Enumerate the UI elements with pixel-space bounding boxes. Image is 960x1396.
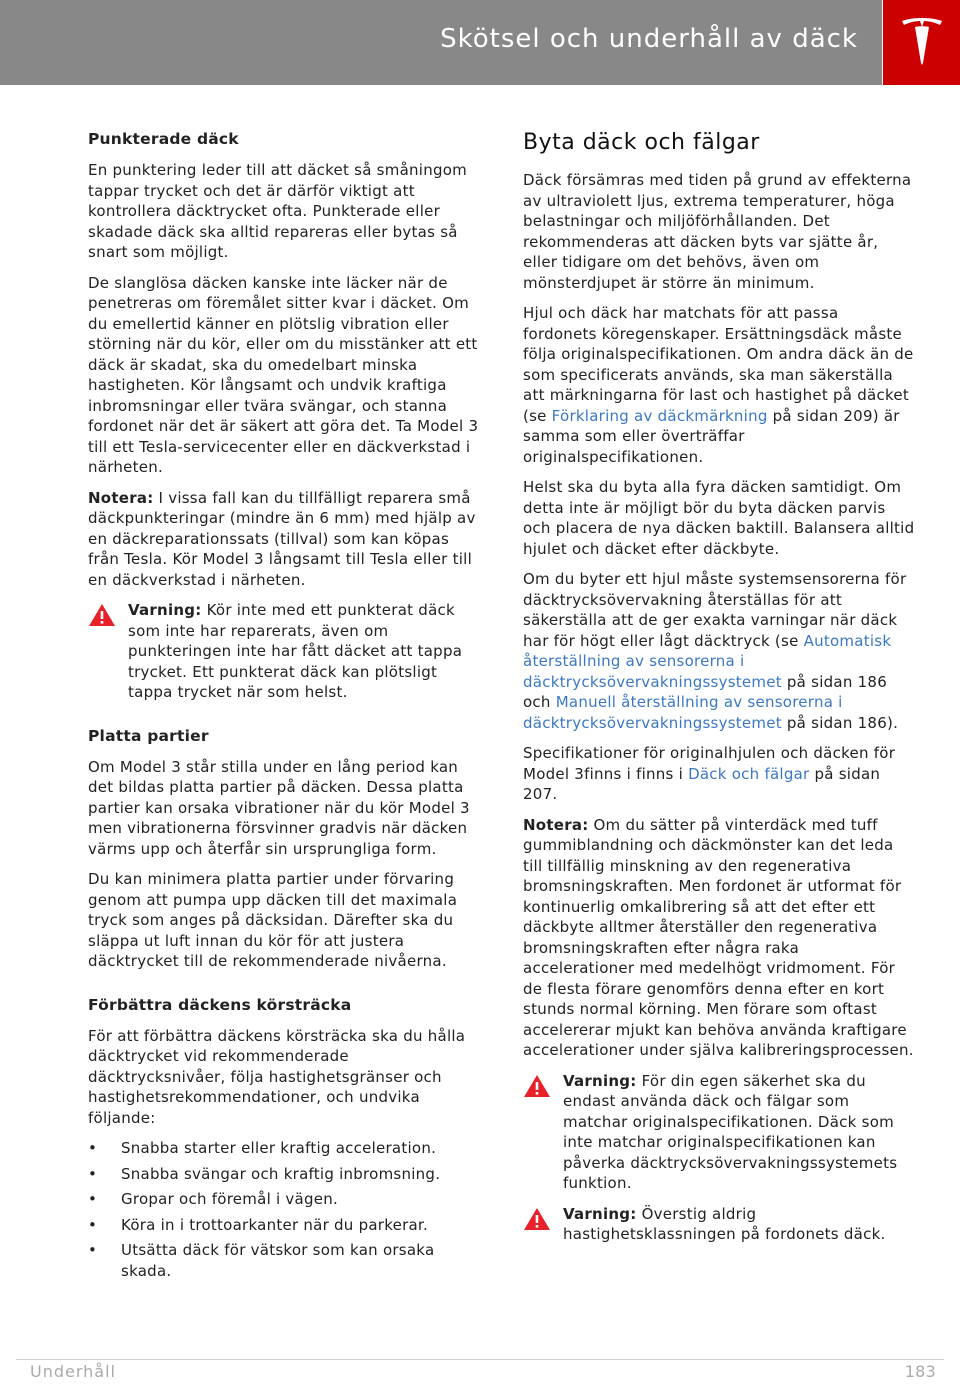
list-item: • Gropar och föremål i vägen. bbox=[88, 1190, 339, 1208]
warning-label: Varning: bbox=[128, 601, 202, 619]
paragraph: Däck försämras med tiden på grund av effekterna av ultraviolett ljus, extrema temperaturer, höga belastningar och miljöförhållanden. Det rekommenderas att däcken byts var sjätte år, eller tidigare om det behövs, även om mönsterdjupet är större än minimum. bbox=[523, 171, 912, 292]
note-label: Notera: bbox=[523, 815, 589, 834]
warning-text: För din egen säkerhet ska du endast använda däck och fälgar som matchar originalspecifikationen. Däck som inte matchar originalspecifikationen kan påverka däcktrycksövervakningssystemets funktion. bbox=[563, 1071, 898, 1192]
warning-text: Kör inte med ett punkterat däck som inte har reparerats, även om punkteringen inte har fått däcket att tappa trycket. Ett punkterat däck kan plötsligt tappa trycket när som helst. bbox=[128, 601, 463, 701]
warning-triangle-icon bbox=[88, 603, 116, 627]
warning-box bbox=[523, 1071, 915, 1194]
list-item: • Köra in i trottoarkanter när du parkerar. bbox=[88, 1215, 428, 1234]
warning-label: Varning: bbox=[563, 1071, 637, 1090]
note-text: Om du sätter på vinterdäck med tuff gummiblandning och däckmönster kan det leda till tillfällig minskning av den regenerativa bromsningskraften. Men fordonet är utformat för kontinuerlig omkalibrering så att det efter ett däckbyte alltmer återställer den regenerativa bromsningskraften efter några raka accelerationer med medelhögt vridmoment. För de flesta förare genomförs denna efter en kort stunds normal körning. Men förare som oftast accelererar mjukt kan behöva använda kraftigare accelerationer under själva kalibreringsprocessen. bbox=[523, 815, 914, 1059]
link-automatisk-aterstallning[interactable]: Automatisk återställning av sensorerna i däcktrycksövervakningssystemet bbox=[523, 631, 892, 691]
list-item: • Snabba starter eller kraftig acceleration. bbox=[88, 1139, 437, 1157]
warning-label: Varning: bbox=[563, 1204, 637, 1223]
paragraph: Du kan minimera platta partier under förvaring genom att pumpa upp däcken till det maximala tryck som anges på däcksidan. Därefter ska du släppa ut luft innan du kör för att justera däcktrycket till de rekommenderade nivåerna. bbox=[88, 870, 458, 970]
brand-logo bbox=[883, 0, 960, 85]
note-text: I vissa fall kan du tillfälligt reparera små däckpunkteringar (mindre än 6 mm) med hjälp av en däckreparationssats (tillval) som kan köpas från Tesla. Kör Model 3 långsamt till Tesla eller till en däckverkstad i närheten. bbox=[88, 488, 476, 589]
warning-triangle-icon bbox=[523, 1207, 551, 1231]
paragraph: Om du byter ett hjul måste systemsensorerna för däcktrycksövervakning återställas för att säkerställa att de ger exakta varningar när däck har för högt eller lågt däcktryck (se Automatisk återställning av sensorerna i däcktrycksövervakningssystemet på sidan 186 och Manuell återställning av sensorerna i däcktrycksövervakningssystemet på sidan 186). bbox=[523, 570, 907, 732]
footer-section: Underhåll bbox=[30, 1362, 116, 1381]
bullet-list bbox=[88, 1138, 483, 1281]
list-item: • Utsätta däck för vätskor som kan orsaka skada. bbox=[88, 1241, 435, 1280]
paragraph: De slanglösa däcken kanske inte läcker när de penetreras om föremålet sitter kvar i däcket. Om du emellertid känner en plötslig vibration eller störning när du kör, eller om du misstänker att ett däck är skadat, ska du omedelbart minska hastigheten. Kör långsamt och undvik kraftiga inbromsningar eller tvära svängar, och stanna fordonet när det är säkert att göra det. Ta Model 3 till ett Tesla-servicecenter eller en däckverkstad i närheten. bbox=[88, 273, 479, 476]
section-heading-forbattra: Förbättra däckens körsträcka bbox=[88, 995, 352, 1014]
link-manuell-aterstallning[interactable]: Manuell återställning av sensorerna i däcktrycksövervakningssystemet bbox=[523, 693, 843, 732]
paragraph: Om Model 3 står stilla under en lång period kan det bildas platta partier på däcken. Dessa platta partier kan orsaka vibrationer när du kör Model 3 men vibrationerna försvinner gradvis när däcken värms upp och återfår sin ursprungliga form. bbox=[88, 757, 470, 858]
list-item: • Snabba svängar och kraftig inbromsning. bbox=[88, 1164, 441, 1183]
section-heading-byta: Byta däck och fälgar bbox=[523, 130, 760, 155]
page-title: Skötsel och underhåll av däck bbox=[440, 24, 858, 54]
paragraph: Hjul och däck har matchats för att passa fordonets köregenskaper. Ersättningsdäck måste följa originalspecifikationen. Om andra däck än de som specificerats används, ska man säkerställa att märkningarna för last och hastighet på däcket (se Förklaring av däckmärkning på sidan 209) är samma som eller överträffar originalspecifikationen. bbox=[523, 304, 914, 466]
paragraph: Specifikationer för originalhjulen och däcken för Model 3finns i finns i Däck och fälgar på sidan 207. bbox=[523, 744, 896, 803]
warning-box bbox=[88, 600, 483, 703]
paragraph: En punktering leder till att däcket så småningom tappar trycket och det är därför viktigt att kontrollera däcktrycket ofta. Punkterade eller skadade däck ska alltid repareras eller bytas så snart som möjligt. bbox=[88, 161, 468, 261]
link-forklaring-dackmarkning[interactable]: Förklaring av däckmärkning bbox=[551, 406, 768, 425]
note bbox=[523, 815, 915, 1061]
page-number: 183 bbox=[904, 1362, 936, 1381]
right-column bbox=[523, 126, 915, 1255]
paragraph: Helst ska du byta alla fyra däcken samtidigt. Om detta inte är möjligt bör du byta däcken parvis och placera de nya däcken baktill. Balansera alltid hjulet och däcket efter däckbyte. bbox=[523, 478, 915, 558]
link-dack-och-falgar[interactable]: Däck och fälgar bbox=[688, 764, 810, 783]
page-header bbox=[0, 0, 882, 85]
section-heading-platta: Platta partier bbox=[88, 726, 209, 745]
section-heading-punkterade: Punkterade däck bbox=[88, 130, 239, 148]
left-column bbox=[88, 128, 483, 1286]
warning-text: Överstig aldrig hastighetsklassningen på fordonets däck. bbox=[563, 1204, 886, 1243]
warning-box bbox=[523, 1204, 915, 1245]
warning-triangle-icon bbox=[523, 1074, 551, 1098]
footer-divider bbox=[16, 1359, 944, 1360]
note-label: Notera: bbox=[88, 488, 154, 507]
note bbox=[88, 488, 483, 591]
tesla-logo-icon bbox=[900, 17, 944, 67]
paragraph: För att förbättra däckens körsträcka ska du hålla däcktrycket vid rekommenderade däcktrycksnivåer, följa hastighetsgränser och hastighetsrekommendationer, och undvika följande: bbox=[88, 1026, 466, 1127]
